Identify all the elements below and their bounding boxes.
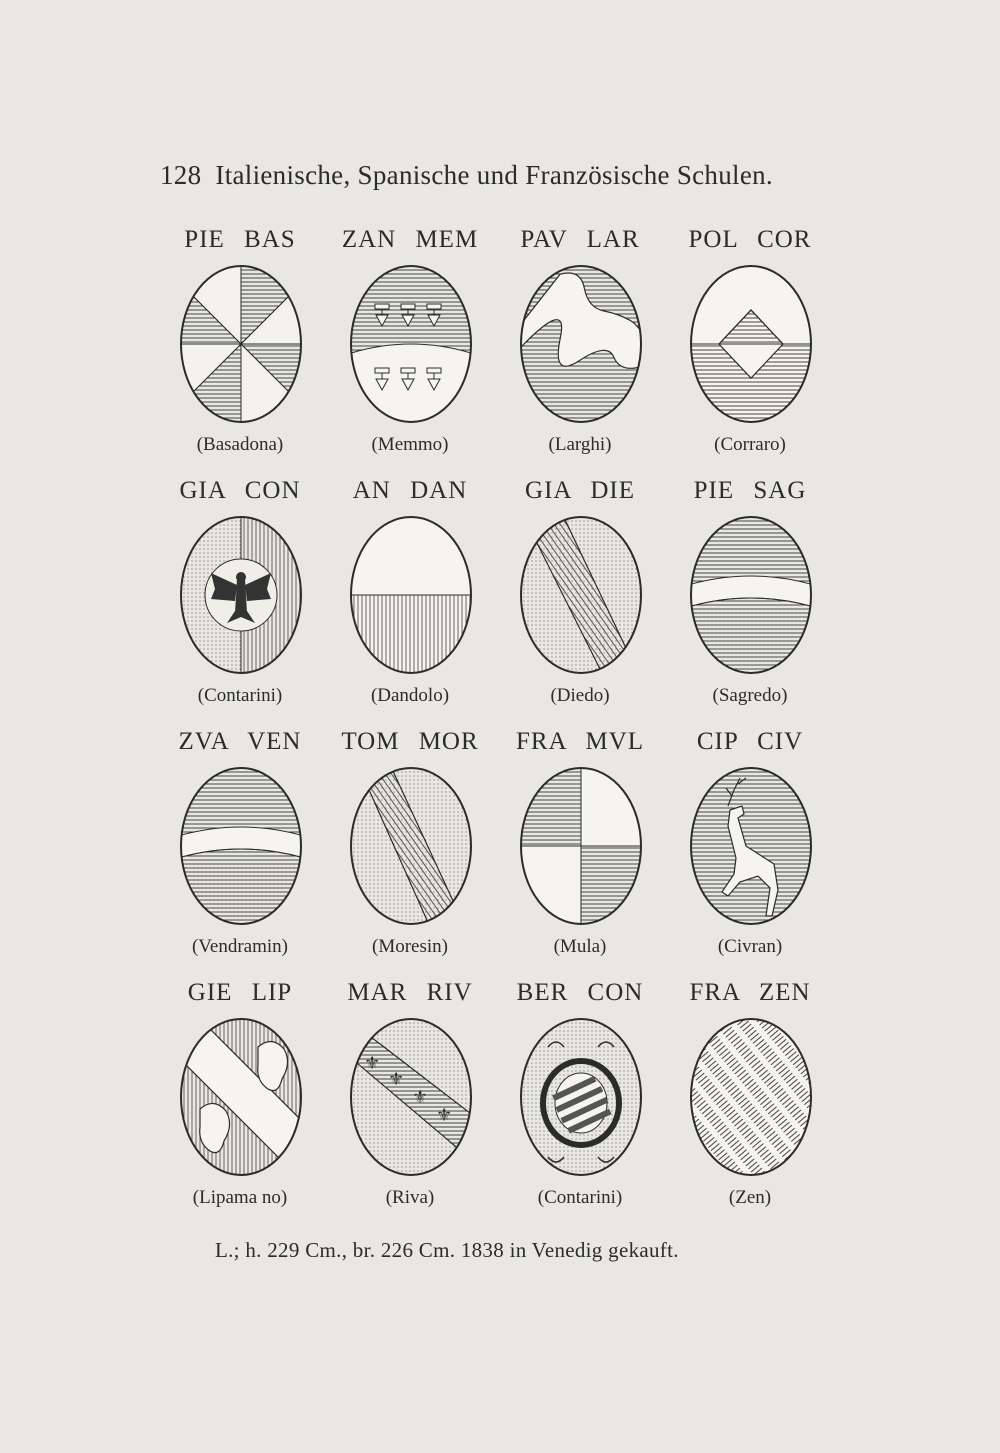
family-name-label: (Diedo) bbox=[550, 685, 610, 706]
shield-cell bbox=[670, 473, 840, 724]
coat-of-arms-quarterly-icon bbox=[518, 766, 644, 926]
shield-cell bbox=[500, 473, 670, 724]
family-name-label: (Dandolo) bbox=[370, 685, 450, 706]
coat-of-arms-wavy-bend-icon bbox=[518, 264, 644, 424]
coats-of-arms-grid bbox=[160, 222, 840, 1226]
shield-cell bbox=[330, 724, 500, 975]
coat-of-arms-per-fess-icon bbox=[348, 515, 474, 675]
coat-of-arms-gyronny-icon bbox=[178, 264, 304, 424]
family-name-label: (Lipama no) bbox=[192, 1187, 288, 1208]
family-name-label: (Memmo) bbox=[371, 434, 449, 455]
coat-of-arms-lions-bend-icon bbox=[178, 1017, 304, 1177]
family-name-label: (Zen) bbox=[728, 1187, 772, 1208]
family-name-label: (Contarini) bbox=[537, 1187, 623, 1208]
coat-of-arms-lilies-bend-icon bbox=[348, 1017, 474, 1177]
shield-abbreviation: PIE SAG bbox=[693, 477, 807, 504]
coat-of-arms-fess-curved-icon bbox=[178, 766, 304, 926]
coat-of-arms-wreath-icon bbox=[518, 1017, 644, 1177]
shield-abbreviation: GIA CON bbox=[179, 477, 301, 504]
shield-cell bbox=[500, 222, 670, 473]
shield-abbreviation: ZAN MEM bbox=[341, 226, 479, 253]
shield-cell bbox=[160, 222, 330, 473]
shield-abbreviation: GIA DIE bbox=[525, 477, 635, 504]
coat-of-arms-bend-dotted-icon bbox=[518, 515, 644, 675]
family-name-label: (Larghi) bbox=[548, 434, 612, 455]
shield-cell bbox=[670, 222, 840, 473]
family-name-label: (Contarini) bbox=[197, 685, 283, 706]
coat-of-arms-memmo-icon bbox=[348, 264, 474, 424]
shield-cell bbox=[160, 975, 330, 1226]
coat-of-arms-bendy-icon bbox=[688, 1017, 814, 1177]
svg-text:⚜: ⚜ bbox=[436, 1105, 453, 1126]
shield-abbreviation: GIE LIP bbox=[187, 979, 293, 1006]
shield-cell bbox=[330, 975, 500, 1226]
page-number: 128 bbox=[160, 160, 202, 190]
page-header bbox=[160, 160, 773, 191]
shield-abbreviation: FRA MVL bbox=[515, 728, 645, 755]
shield-abbreviation: AN DAN bbox=[352, 477, 468, 504]
svg-text:⚜: ⚜ bbox=[412, 1087, 429, 1108]
svg-text:⚜: ⚜ bbox=[388, 1069, 405, 1090]
shield-abbreviation: TOM MOR bbox=[341, 728, 479, 755]
shield-cell bbox=[160, 724, 330, 975]
footer-caption: L.; h. 229 Cm., br. 226 Cm. 1838 in Venedig gekauft. bbox=[215, 1238, 679, 1262]
shield-abbreviation: PIE BAS bbox=[184, 226, 296, 253]
shield-cell bbox=[670, 975, 840, 1226]
family-name-label: (Moresin) bbox=[372, 936, 448, 957]
shield-cell bbox=[160, 473, 330, 724]
family-name-label: (Vendramin) bbox=[191, 936, 289, 957]
family-name-label: (Sagredo) bbox=[712, 685, 788, 706]
family-name-label: (Mula) bbox=[553, 936, 607, 957]
family-name-label: (Civran) bbox=[717, 936, 783, 957]
coat-of-arms-fess-curved-icon bbox=[688, 515, 814, 675]
shield-abbreviation: MAR RIV bbox=[347, 979, 473, 1006]
shield-cell bbox=[330, 473, 500, 724]
family-name-label: (Corraro) bbox=[714, 434, 786, 455]
coat-of-arms-bend-plain-icon bbox=[348, 766, 474, 926]
coat-of-arms-lozenge-icon bbox=[688, 264, 814, 424]
shield-abbreviation: PAV LAR bbox=[520, 226, 640, 253]
family-name-label: (Basadona) bbox=[196, 434, 284, 455]
shield-cell bbox=[500, 975, 670, 1226]
shield-abbreviation: BER CON bbox=[516, 979, 644, 1006]
page-title: Italienische, Spanische und Französische Schulen. bbox=[215, 160, 773, 190]
shield-abbreviation: ZVA VEN bbox=[178, 728, 302, 755]
shield-abbreviation: CIP CIV bbox=[696, 728, 804, 755]
shield-cell bbox=[670, 724, 840, 975]
svg-text:⚜: ⚜ bbox=[364, 1053, 381, 1074]
family-name-label: (Riva) bbox=[385, 1187, 435, 1208]
coat-of-arms-stag-icon bbox=[688, 766, 814, 926]
coat-of-arms-eagle-party-icon bbox=[178, 515, 304, 675]
shield-abbreviation: POL COR bbox=[688, 226, 812, 253]
shield-cell bbox=[500, 724, 670, 975]
shield-abbreviation: FRA ZEN bbox=[689, 979, 811, 1006]
shield-cell bbox=[330, 222, 500, 473]
